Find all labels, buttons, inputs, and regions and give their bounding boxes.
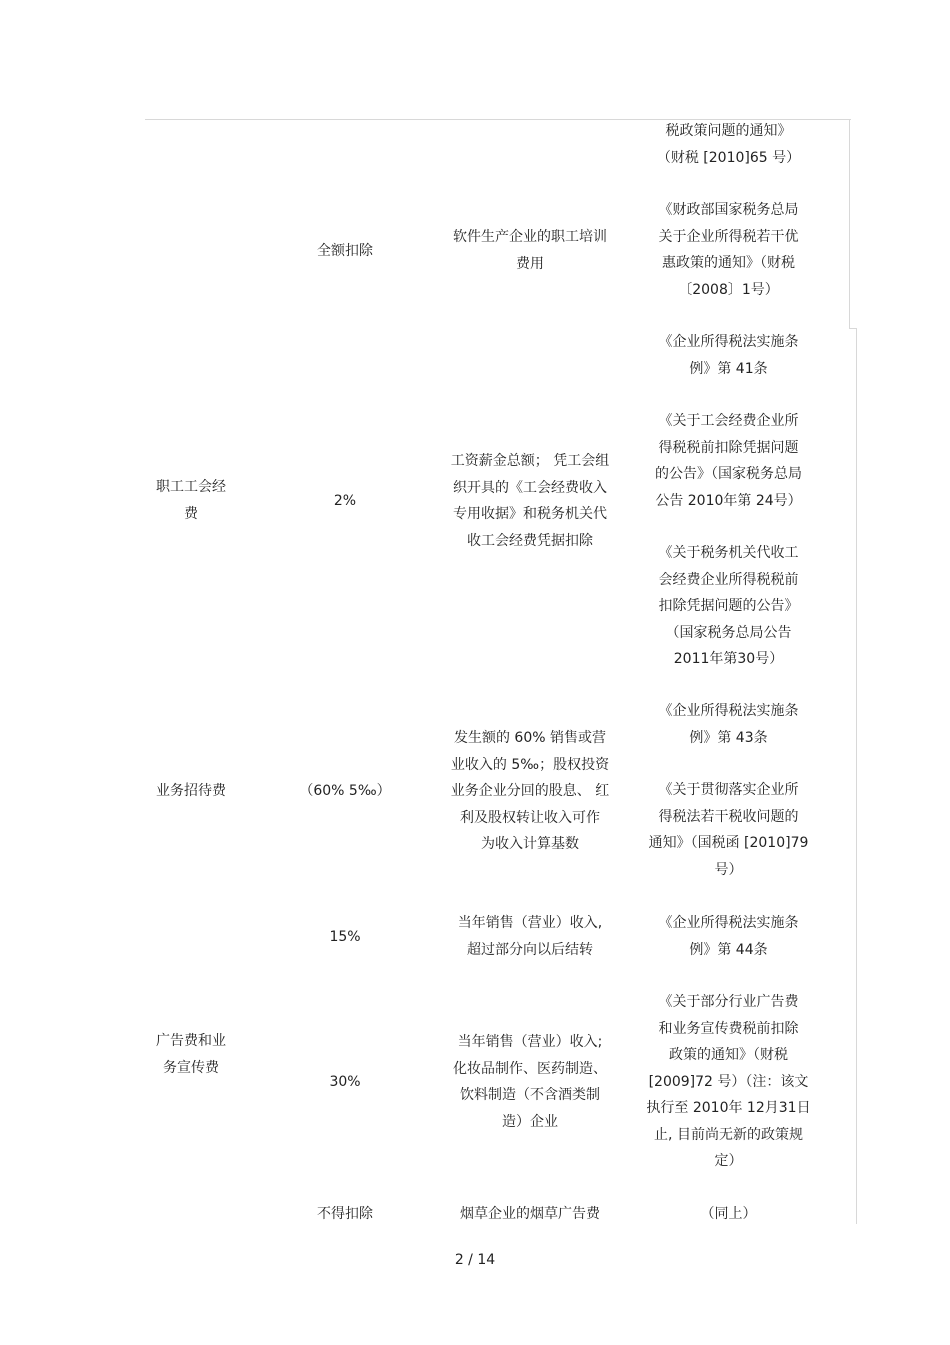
entertainment-basis-2: 《关于贯彻落实企业所 得税法若干税收问题的 通知》（国税函 [2010]79 号） [648,782,809,878]
advertising-item: 广告费和业 务宣传费 [156,1033,226,1076]
software-training-basis: 《财政部国家税务总局 关于企业所得税若干优 惠政策的通知》（财税 〔2008〕1号） [658,202,799,298]
advertising-rate-3: 不得扣除 [317,1206,373,1222]
union-fee-description: 工资薪金总额； 凭工会组 织开具的《工会经费收入 专用收据》和税务机关代 收工会经费凭据扣除 [450,453,610,549]
union-fee-basis-2: 《关于工会经费企业所 得税税前扣除凭据问题 的公告》（国家税务总局 公告 2010年第 24号） [655,413,802,509]
union-fee-basis-1: 《企业所得税法实施条 例》第 41条 [658,334,799,377]
entertainment-description: 发生额的 60% 销售或营 业收入的 5‰；股权投资 业务企业分回的股息、 红 利及股权转让收入可作 为收入计算基数 [450,730,610,852]
table-border-step [849,328,857,329]
software-training-description: 软件生产企业的职工培训 费用 [453,229,607,272]
entertainment-rate: （60% 5‰） [299,783,391,799]
page-number: 2 / 14 [454,1252,496,1268]
union-fee-item: 职工工会经 费 [156,479,226,522]
union-fee-rate: 2% [333,493,357,509]
software-training-basis-continued: 税政策问题的通知》 （财税 [2010]65 号） [656,123,801,166]
advertising-basis-2: 《关于部分行业广告费 和业务宣传费税前扣除 政策的通知》（财税 [2009]72 号）（注：该文 执行至 2010年 12月31日 止, 目前尚无新的政策规 定） [646,994,811,1169]
table-right-border-lower [856,329,857,1224]
entertainment-item: 业务招待费 [156,783,226,799]
software-training-rate: 全额扣除 [317,243,373,259]
union-fee-basis-3: 《关于税务机关代收工 会经费企业所得税税前 扣除凭据问题的公告》 （国家税务总局公告 2011年第30号） [658,545,799,667]
advertising-basis-3: （同上） [700,1206,757,1222]
advertising-description-1: 当年销售（营业）收入, 超过部分向以后结转 [457,915,603,958]
advertising-rate-2: 30% [329,1074,361,1090]
advertising-rate-1: 15% [329,929,361,945]
entertainment-basis-1: 《企业所得税法实施条 例》第 43条 [658,703,799,746]
advertising-description-3: 烟草企业的烟草广告费 [460,1206,600,1222]
table-right-border-upper [849,119,850,329]
advertising-basis-1: 《企业所得税法实施条 例》第 44条 [658,915,799,958]
advertising-description-2: 当年销售（营业）收入; 化妆品制作、医药制造、 饮料制造（不含酒类制 造）企业 [453,1034,607,1130]
